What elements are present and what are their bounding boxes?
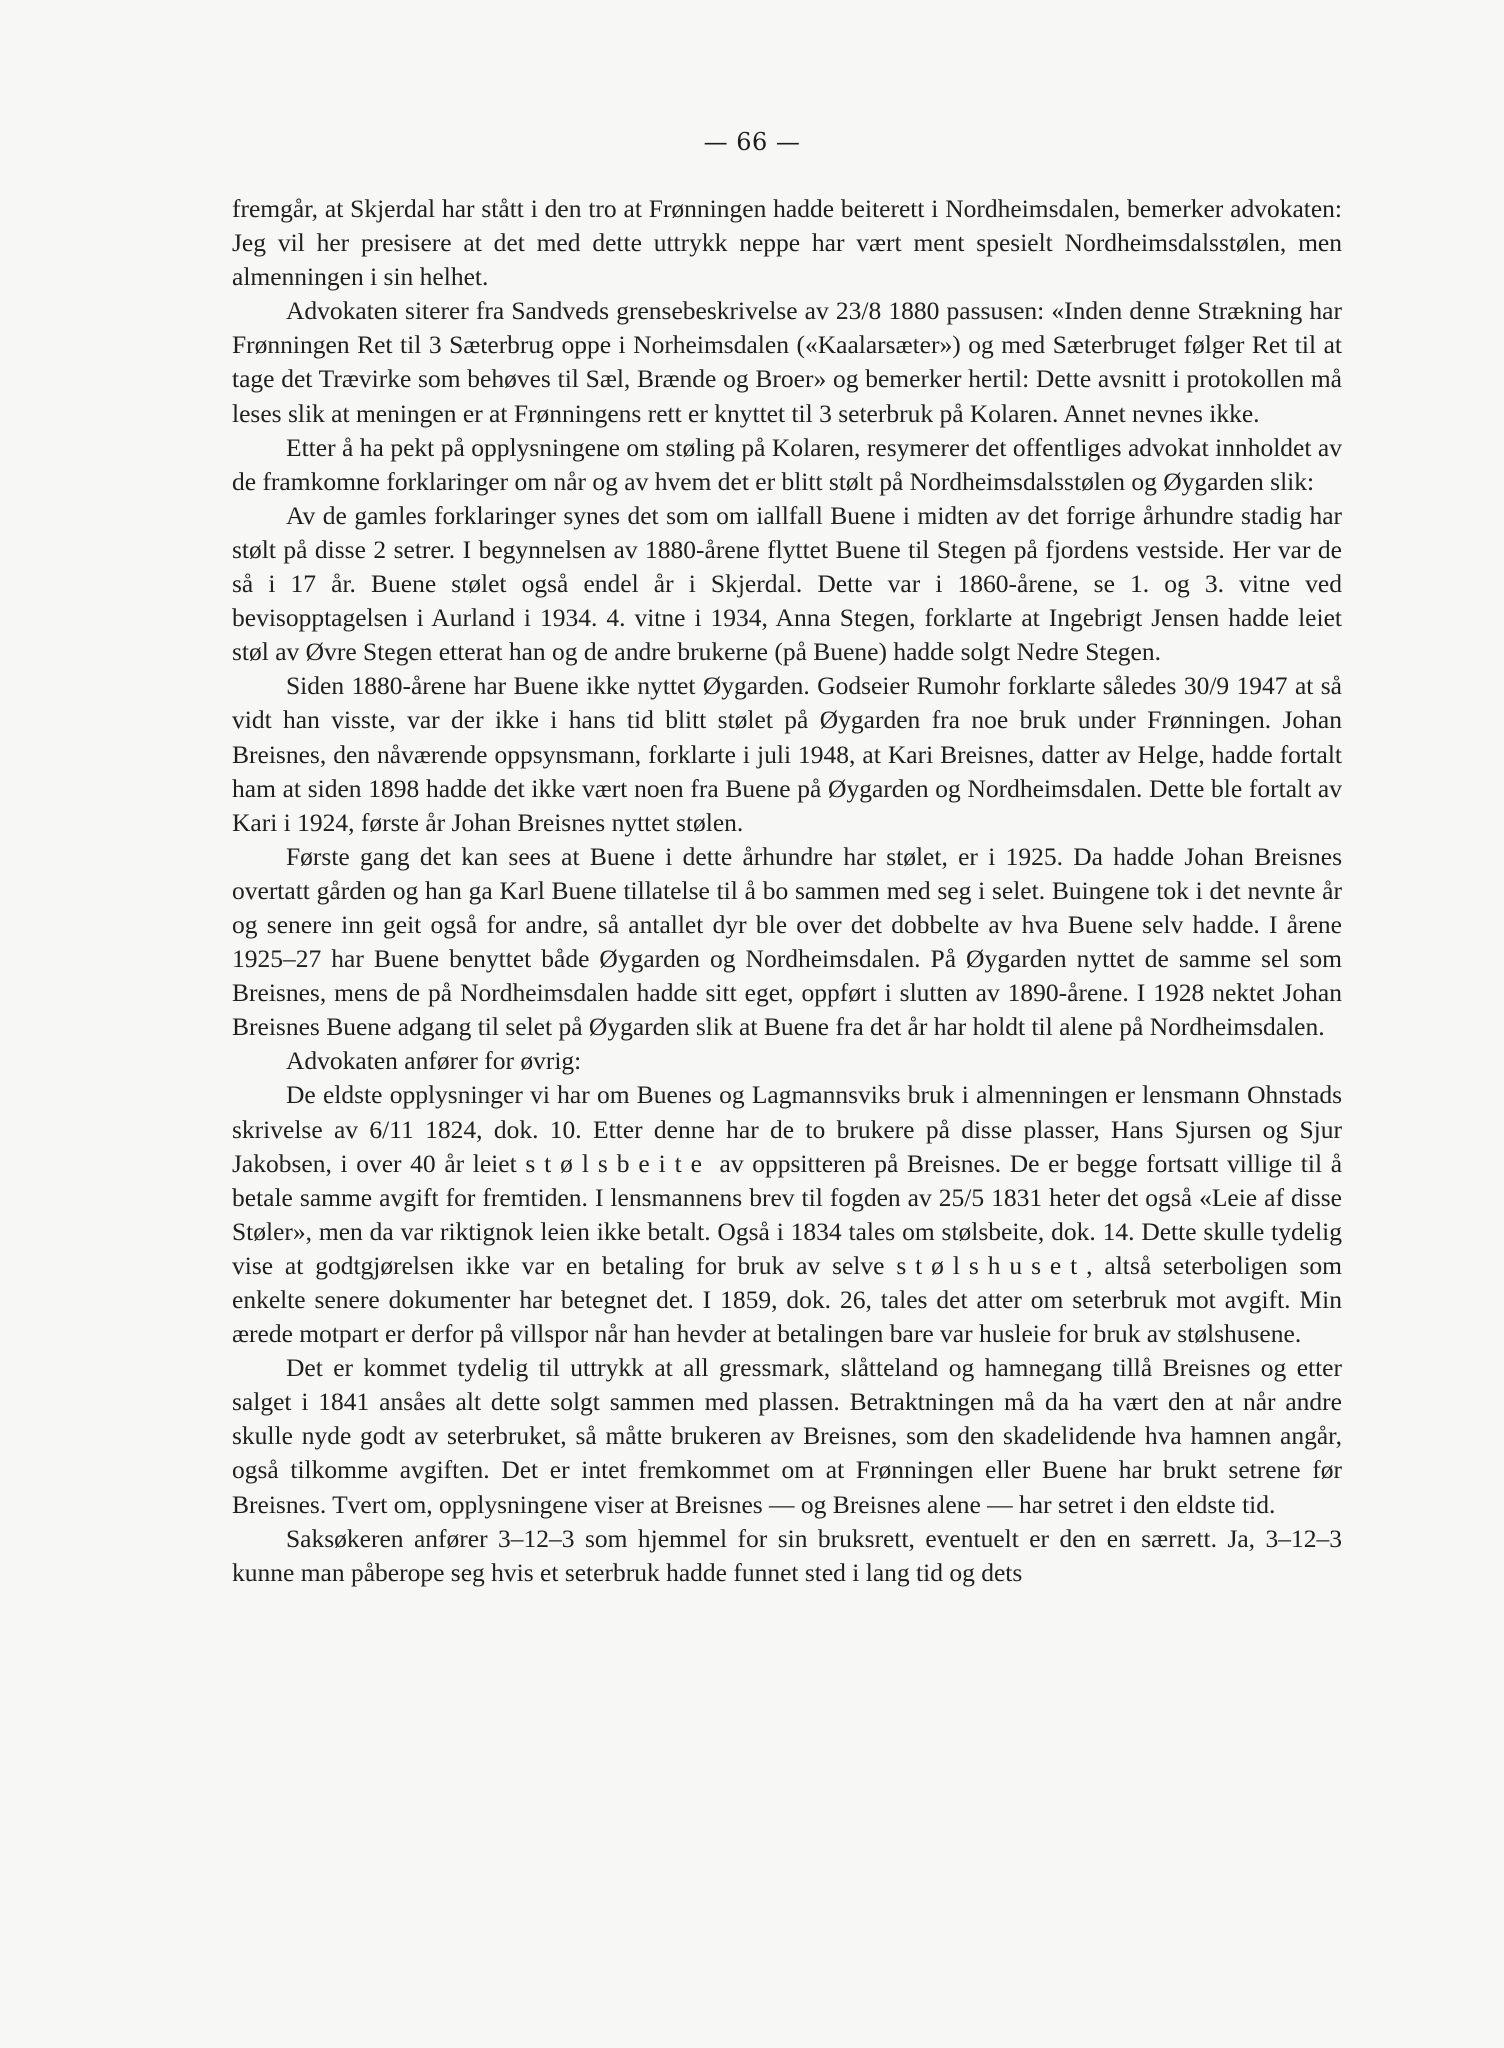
paragraph-8-part-c: , altså seterboligen som enkelte senere dokumenter har betegnet det. I 1859, dok. 26, tales det atter om seterbruk mot avgift. Min ærede motpart er derfor på villspor når han hevder at betalingen bare var husleie for bruk av stølshusene. xyxy=(232,1250,1342,1349)
paragraph-8-part-b: av oppsitteren på Breisnes. De er begge fortsatt villige til å betale samme avgift for fremtiden. I lensmannens brev til fogden av 25/5 1831 heter det også «Leie af disse Støler», men da var riktignok leien ikke betalt. Også i 1834 tales om stølsbeite, dok. 14. Dette skulle tydelig vise at godtgjørelsen ikke var en betaling for bruk av selve xyxy=(232,1148,1343,1280)
paragraph-9: Det er kommet tydelig til uttrykk at all gressmark, slåtteland og hamnegang tillå Breisnes og etter salget i 1841 ansåes alt dette solgt sammen med plassen. Betraktningen må da ha vært den at når andre skulle nyde godt av seterbruket, så måtte brukeren av Breisnes, som den skadelidende hva hamnen angår, også tilkomme avgiften. Det er intet fremkommet om at Frønningen eller Buene har brukt setrene før Breisnes. Tvert om, opplysningene viser at Breisnes — og Breisnes alene — har setret i den eldste tid. xyxy=(232,1353,1342,1519)
page-number: — 66 — xyxy=(703,128,801,156)
paragraph-1: fremgår, at Skjerdal har stått i den tro at Frønningen hadde beiterett i Nordheimsdalen, bemerker advokaten: Jeg vil her presisere at det med dette uttrykk neppe har vært ment spesielt Nordheimsdalsstølen, men almenningen i sin helhet. xyxy=(232,194,1342,292)
paragraph-6: Første gang det kan sees at Buene i dette århundre har stølet, er i 1925. Da hadde Johan Breisnes overtatt gården og han ga Karl Buene tillatelse til å bo sammen med seg i selet. Buingene tok i det nevnte år og senere inn geit også for andre, så antallet dyr ble over det dobbelte av hva Buene selv hadde. I årene 1925–27 har Buene benyttet både Øygarden og Nordheimsdalen. På Øygarden nyttet de samme sel som Breisnes, mens de på Nordheimsdalen hadde sitt eget, oppført i slutten av 1890-årene. I 1928 nektet Johan Breisnes Buene adgang til selet på Øygarden slik at Buene fra det år har holdt til alene på Nordheimsdalen. xyxy=(232,841,1342,1042)
paragraph-8 xyxy=(232,1078,1342,1351)
paragraph-10: Saksøkeren anfører 3–12–3 som hjemmel for sin bruksrett, eventuelt er den en særrett. Ja, 3–12–3 kunne man påberope seg hvis et seterbruk hadde funnet sted i lang tid og dets xyxy=(232,1523,1342,1587)
body-text xyxy=(232,192,1342,1590)
paragraph-7: Advokaten anfører for øvrig: xyxy=(286,1046,582,1076)
paragraph-8-part-a: De eldste opplysninger vi har om Buenes og Lagmannsviks bruk i almenningen er lensmann Ohnstads skrivelse av 6/11 1824, dok. 10. Etter denne har de to brukere på disse plasser, Hans Sjursen og Sjur Jakobsen, i over 40 år leiet xyxy=(232,1080,1342,1178)
paragraph-5: Siden 1880-årene har Buene ikke nyttet Øygarden. Godseier Rumohr forklarte således 30/9 1947 at så vidt han visste, var der ikke i hans tid blitt stølet på Øygarden fra noe bruk under Frønningen. Johan Breisnes, den nåværende oppsynsmann, forklarte i juli 1948, at Kari Breisnes, datter av Helge, hadde fortalt ham at siden 1898 hadde det ikke vært noen fra Buene på Øygarden og Nordheimsdalen. Dette ble fortalt av Kari i 1924, første år Johan Breisnes nyttet stølen. xyxy=(232,671,1342,837)
spaced-term-stolshuset: stølshuset xyxy=(896,1250,1087,1280)
paragraph-3: Etter å ha pekt på opplysningene om støling på Kolaren, resymerer det offentliges advokat innholdet av de framkomne forklaringer om når og av hvem det er blitt stølt på Nordheimsdalsstølen og Øygarden slik: xyxy=(232,432,1342,496)
spaced-term-stolsbeite: stølsbeite xyxy=(525,1148,711,1178)
paragraph-2: Advokaten siterer fra Sandveds grensebeskrivelse av 23/8 1880 passusen: «Inden denne Strækning har Frønningen Ret til 3 Sæterbrug oppe i Norheimsdalen («Kaalarsæter») og med Sæterbruget følger Ret til at tage det Trævirke som behøves til Sæl, Brænde og Broer» og bemerker hertil: Dette avsnitt i protokollen må leses slik at meningen er at Frønningens rett er knyttet til 3 seterbruk på Kolaren. Annet nevnes ikke. xyxy=(232,296,1342,428)
paragraph-4: Av de gamles forklaringer synes det som om iallfall Buene i midten av det forrige århundre stadig har stølt på disse 2 setrer. I begynnelsen av 1880-årene flyttet Buene til Stegen på fjordens vestside. Her var de så i 17 år. Buene stølet også endel år i Skjerdal. Dette var i 1860-årene, se 1. og 3. vitne ved bevisopptagelsen i Aurland i 1934. 4. vitne i 1934, Anna Stegen, forklarte at Ingebrigt Jensen hadde leiet støl av Øvre Stegen etterat han og de andre brukerne (på Buene) hadde solgt Nedre Stegen. xyxy=(232,500,1342,667)
